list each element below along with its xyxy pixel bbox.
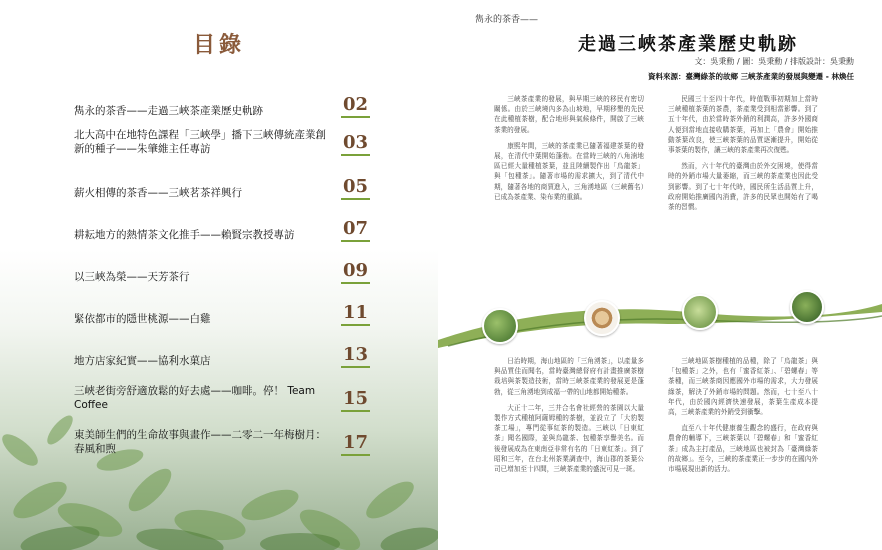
toc-entry-page: 11: [341, 302, 370, 326]
toc-entry[interactable]: [74, 128, 370, 156]
article-page: [438, 0, 882, 550]
paragraph: 康熙年間，三峽的茶產業已隨著福建茶葉的發展，在清代中葉開始蓬勃。在當時三峽的八角湳地區已經大量種植茶葉，並且陸續製作出「烏龍茶」與「包種茶」。隨著市場的需求擴大，到了清代中期，隨著各地的商賈進入，三角湧地區（三峽舊名）已成為茶產業、染布業的重鎮。: [494, 141, 644, 201]
article-column-2-top: [668, 94, 818, 218]
article-column-1-bottom: [494, 356, 644, 480]
toc-entry-title: 緊依都市的隱世桃源——白雞: [74, 313, 211, 325]
article-column-1-top: [494, 94, 644, 208]
toc-entry[interactable]: [74, 428, 370, 456]
tea-cup-photo: [584, 300, 620, 336]
paragraph: 直至八十年代健康養生觀念的盛行，在政府與農會的輔導下，三峽茶葉以「碧螺春」和「蜜香紅茶」成為主打產品，三峽地區也被封為「臺灣綠茶的故鄉」。至今，三峽的茶產業正一步步的在國內外市場展現出新的活力。: [668, 424, 818, 474]
article-title: 走過三峽茶產業歷史軌跡: [578, 34, 798, 55]
paragraph: 然而，六十年代的臺灣由於外交困境，使得當時的外銷市場大量萎縮，而三峽的茶產業也因此受到影響。到了七十年代時，國民所生活品質上升，政府開始推廣國內消費，許多的民眾也開始有了喝茶的習慣。: [668, 162, 818, 212]
toc-entry-title: 三峽老街旁舒適放鬆的好去處——咖啡。停！ Team Coffee: [74, 385, 316, 411]
toc-page: [0, 0, 438, 550]
toc-entry[interactable]: [74, 260, 370, 284]
toc-entry[interactable]: [74, 302, 370, 326]
article-credits: 文：吳秉勳 / 圖：吳秉勳 / 排版設計：吳秉勳: [694, 57, 854, 66]
tea-photo-band: [438, 290, 882, 350]
toc-entry-title: 地方店家紀實——協利水菓店: [74, 355, 211, 367]
toc-entry-title: 薪火相傳的茶香——三峽茗茶祥興行: [74, 187, 242, 199]
toc-entry-page: 03: [341, 132, 370, 156]
toc-entry[interactable]: [74, 176, 370, 200]
toc-entry-page: 15: [341, 388, 370, 412]
tea-bush-photo: [790, 290, 824, 324]
toc-entry-title: 北大高中在地特色課程「三峽學」播下三峽傳統產業創新的種子——朱肇維主任專訪: [74, 129, 326, 155]
article-source: 資料來源：臺灣綠茶的故鄉 三峽茶產業的發展與變遷 - 林煥任: [648, 72, 854, 81]
toc-entry-title: 雋永的茶香——走過三峽茶產業歷史軌跡: [74, 105, 263, 117]
toc-entry-page: 07: [341, 218, 370, 242]
paragraph: 大正十二年，三井合名會社經營的茶園以大量製作方式種植阿薩姆種的茶樹，並設立了「大豹製茶工場」，專門從事紅茶的製造。三峽以「日東紅茶」聞名國際，並與烏龍茶、包種茶享譽美名。而後發展成為在東南亞非常有名的「日東紅茶」。到了昭和三年，在台北州茶業調查中，海山郡的茶葉公司已增加至十四間，三峽茶產業的盛況可見一斑。: [494, 403, 644, 474]
paragraph: 民國三十至四十年代，時值戰事初期加上當時三峽種植茶葉的茶農，茶產業受到相當影響。到了五十年代，由於當時茶外銷的利潤高，許多外國商人便到當地直接收購茶葉，再加上「農會」開始推動茶葉改良，使三峽茶葉的品質逐漸提升，開始從事茶葉的製作，讓三峽的茶產業再次復甦。: [668, 95, 818, 155]
toc-entry-page: 13: [341, 344, 370, 368]
paragraph: 日治時期，海山地區的「三角湧茶」，以產量多與品質佳而聞名，當時臺灣總督府有計畫推廣茶樹栽培與茶製造技術，當時三峽茶產業的發展更是蓬勃，從三角湧地到成福一帶的山地都開始種茶。: [494, 357, 644, 396]
toc-entry[interactable]: [74, 344, 370, 368]
series-label: 雋永的茶香——: [475, 15, 539, 25]
toc-entry[interactable]: [74, 384, 370, 412]
toc-entry-page: 05: [341, 176, 370, 200]
tea-leaves-photo: [682, 294, 718, 330]
paragraph: 三峽茶產業的發展，與早期三峽的移民有密切關係。由於三峽境內多為山坡地，早期移墾的先民在此種植茶樹，配合地形與氣候條件，開啟了三峽茶業的發展。: [494, 95, 644, 134]
toc-entry-page: 09: [341, 260, 370, 284]
toc-entry-page: 02: [341, 94, 370, 118]
toc-entry-page: 17: [341, 432, 370, 456]
toc-entry[interactable]: [74, 218, 370, 242]
article-column-2-bottom: [668, 356, 818, 480]
toc-entry-title: 耕耘地方的熱情茶文化推手——賴賢宗教授專訪: [74, 229, 295, 241]
toc-title: 目錄: [192, 33, 245, 58]
paragraph: 三峽地區茶樹種植的品種，除了「烏龍茶」與「包種茶」之外，也有「蜜香紅茶」、「碧螺春」等茶種，而三峽茶商因應國外市場的需求，大力發展綠茶，解決了外銷市場的問題。然而，七十至八十年代，由於國內經濟快速發展，茶葉生產成本提高，三峽茶產業的外銷受到衝擊。: [668, 357, 818, 417]
toc-entry[interactable]: [74, 94, 370, 118]
toc-entry-title: 以三峽為榮——天芳茶行: [74, 271, 190, 283]
tea-field-photo: [482, 308, 518, 344]
toc-entry-title: 東美師生們的生命故事與畫作——二零二一年梅樹月：春風和煦: [74, 429, 326, 455]
